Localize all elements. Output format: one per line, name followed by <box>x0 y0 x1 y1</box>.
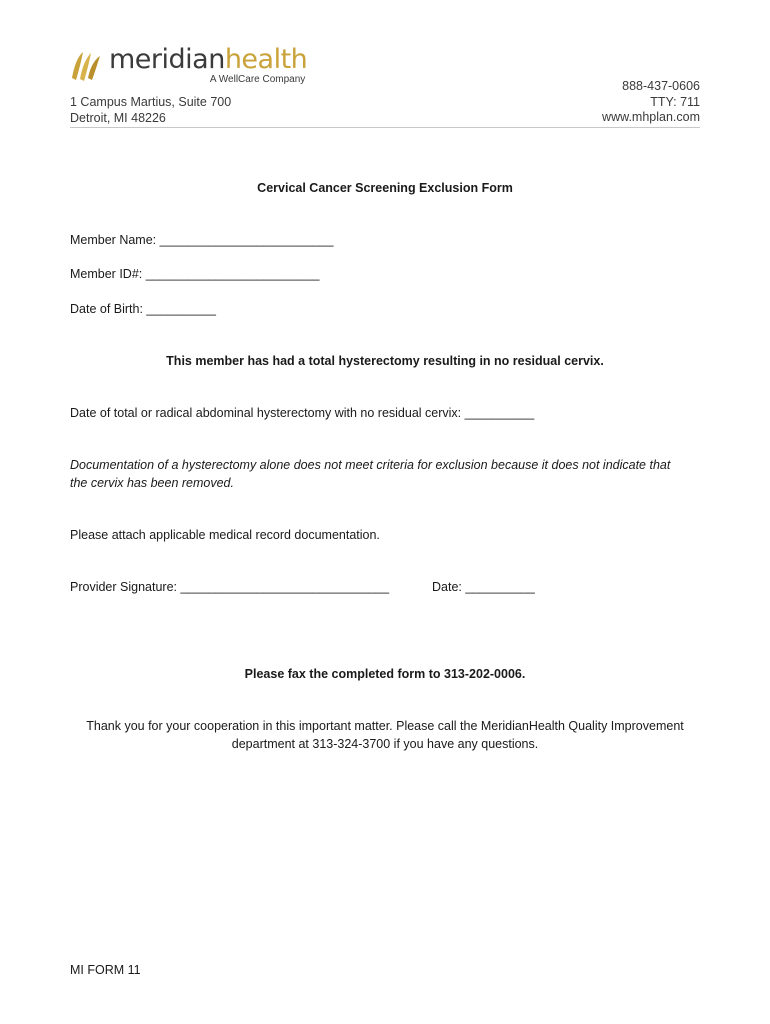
address-line-2: Detroit, MI 48226 <box>70 111 166 125</box>
hysterectomy-date-field[interactable]: Date of total or radical abdominal hysterectomy with no residual cervix: __________ <box>70 406 535 420</box>
address-block <box>70 94 231 126</box>
website-link[interactable]: www.mhplan.com <box>602 110 700 124</box>
thank-you-line-1: Thank you for your cooperation in this important matter. Please call the MeridianHealth Quality Improvement <box>86 719 684 733</box>
attach-instruction: Please attach applicable medical record documentation. <box>70 528 380 542</box>
contact-block <box>602 79 700 126</box>
logo-tagline: A WellCare Company <box>209 74 306 85</box>
documentation-note-line-2: the cervix has been removed. <box>70 476 234 490</box>
documentation-note <box>70 456 710 492</box>
fax-instruction: Please fax the completed form to 313-202-0006. <box>244 667 526 681</box>
meridianhealth-logo-icon <box>69 48 105 84</box>
member-name-field[interactable]: Member Name: _________________________ <box>70 233 334 247</box>
address-line-1: 1 Campus Martius, Suite 700 <box>70 95 232 109</box>
logo-wordmark-part2: health <box>224 44 308 75</box>
member-id-field[interactable]: Member ID#: _________________________ <box>70 267 320 281</box>
tty-number: TTY: 711 <box>650 94 700 109</box>
thank-you-note <box>0 717 770 753</box>
signature-date-field[interactable]: Date: __________ <box>432 580 535 594</box>
form-title: Cervical Cancer Screening Exclusion Form <box>257 181 513 195</box>
header-divider <box>70 127 700 128</box>
logo-wordmark-part1: meridian <box>109 44 225 75</box>
thank-you-line-2: department at 313-324-3700 if you have any questions. <box>231 737 539 751</box>
logo-wordmark <box>109 44 307 76</box>
meridianhealth-logo <box>69 44 307 88</box>
documentation-note-line-1: Documentation of a hysterectomy alone does not meet criteria for exclusion because it does not indicate that <box>70 458 671 472</box>
phone-number: 888-437-0606 <box>622 79 700 93</box>
provider-signature-field[interactable]: Provider Signature: ______________________________ <box>70 580 390 594</box>
form-id-footer: MI FORM 11 <box>70 963 141 977</box>
hysterectomy-statement: This member has had a total hysterectomy resulting in no residual cervix. <box>166 354 604 368</box>
date-of-birth-field[interactable]: Date of Birth: __________ <box>70 302 216 316</box>
